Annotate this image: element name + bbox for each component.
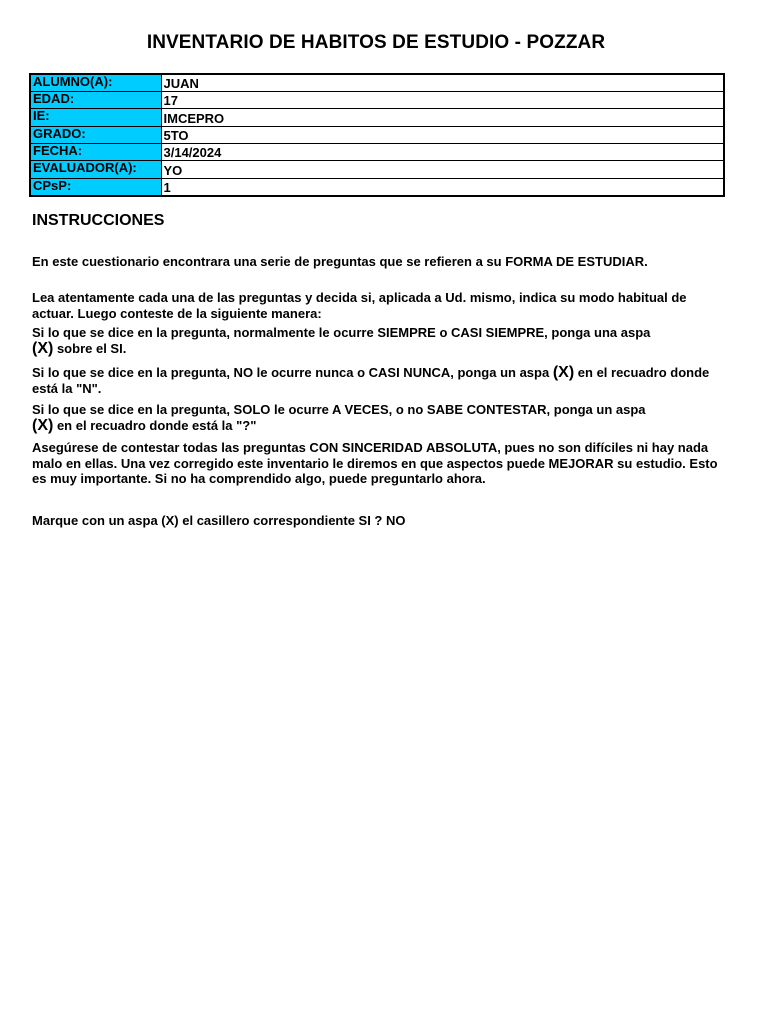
info-value: IMCEPRO	[161, 109, 724, 126]
info-row-grado	[30, 126, 724, 143]
info-row-edad	[30, 91, 724, 108]
info-value: YO	[161, 161, 724, 178]
info-label: FECHA:	[30, 144, 161, 161]
info-row-cpsp	[30, 178, 724, 195]
instructions-heading: INSTRUCCIONES	[32, 212, 165, 229]
aspa-mark: (X)	[32, 339, 54, 357]
info-value: JUAN	[161, 74, 724, 91]
info-value: 5TO	[161, 126, 724, 143]
info-value: 1	[161, 178, 724, 195]
info-label: EDAD:	[30, 91, 161, 108]
info-row-alumno	[30, 74, 724, 91]
instruction-text: Si lo que se dice en la pregunta, normalmente le ocurre SIEMPRE o CASI SIEMPRE, ponga una aspa	[32, 325, 651, 340]
info-label: CPsP:	[30, 178, 161, 195]
instruction-paragraph-no	[32, 365, 722, 396]
aspa-mark: (X)	[552, 364, 575, 381]
info-label: IE:	[30, 109, 161, 126]
instruction-text: en el recuadro donde está la "N".	[32, 365, 710, 396]
instruction-paragraph-si	[32, 325, 722, 356]
instruction-text: sobre el SI.	[56, 340, 127, 356]
info-label: EVALUADOR(A):	[30, 161, 161, 178]
info-row-evaluador	[30, 161, 724, 178]
instruction-paragraph-aveces	[32, 402, 722, 433]
instruction-paragraph-intro: En este cuestionario encontrara una serie de preguntas que se refieren a su FORMA DE ESTUDIAR.	[32, 254, 648, 269]
info-row-ie	[30, 109, 724, 126]
instruction-paragraph-marque: Marque con un aspa (X) el casillero correspondiente SI ? NO	[32, 513, 406, 528]
instruction-paragraph-sinceridad: Asegúrese de contestar todas las preguntas CON SINCERIDAD ABSOLUTA, pues no son difíciles ni hay nada malo en ellas. Una vez corregido este inventario le diremos en que aspectos puede MEJORAR su estudio. Esto es muy importante. Si no ha comprendido algo, puede preguntarlo ahora.	[32, 440, 718, 486]
aspa-mark: (X)	[32, 416, 54, 434]
instruction-paragraph-read: Lea atentamente cada una de las preguntas y decida si, aplicada a Ud. mismo, indica su modo habitual de actuar. Luego conteste de la siguiente manera:	[32, 290, 687, 321]
info-label: ALUMNO(A):	[30, 74, 161, 91]
page-title: INVENTARIO DE HABITOS DE ESTUDIO - POZZAR	[146, 32, 606, 53]
info-label: GRADO:	[30, 126, 161, 143]
instruction-text: Si lo que se dice en la pregunta, SOLO le ocurre A VECES, o no SABE CONTESTAR, ponga un aspa	[32, 402, 646, 417]
info-value: 17	[161, 91, 724, 108]
info-row-fecha	[30, 144, 724, 161]
instruction-text: Si lo que se dice en la pregunta, NO le ocurre nunca o CASI NUNCA, ponga un aspa	[32, 365, 550, 380]
info-value: 3/14/2024	[161, 144, 724, 161]
instruction-text: en el recuadro donde está la "?"	[56, 417, 257, 433]
student-info-table	[29, 73, 725, 197]
